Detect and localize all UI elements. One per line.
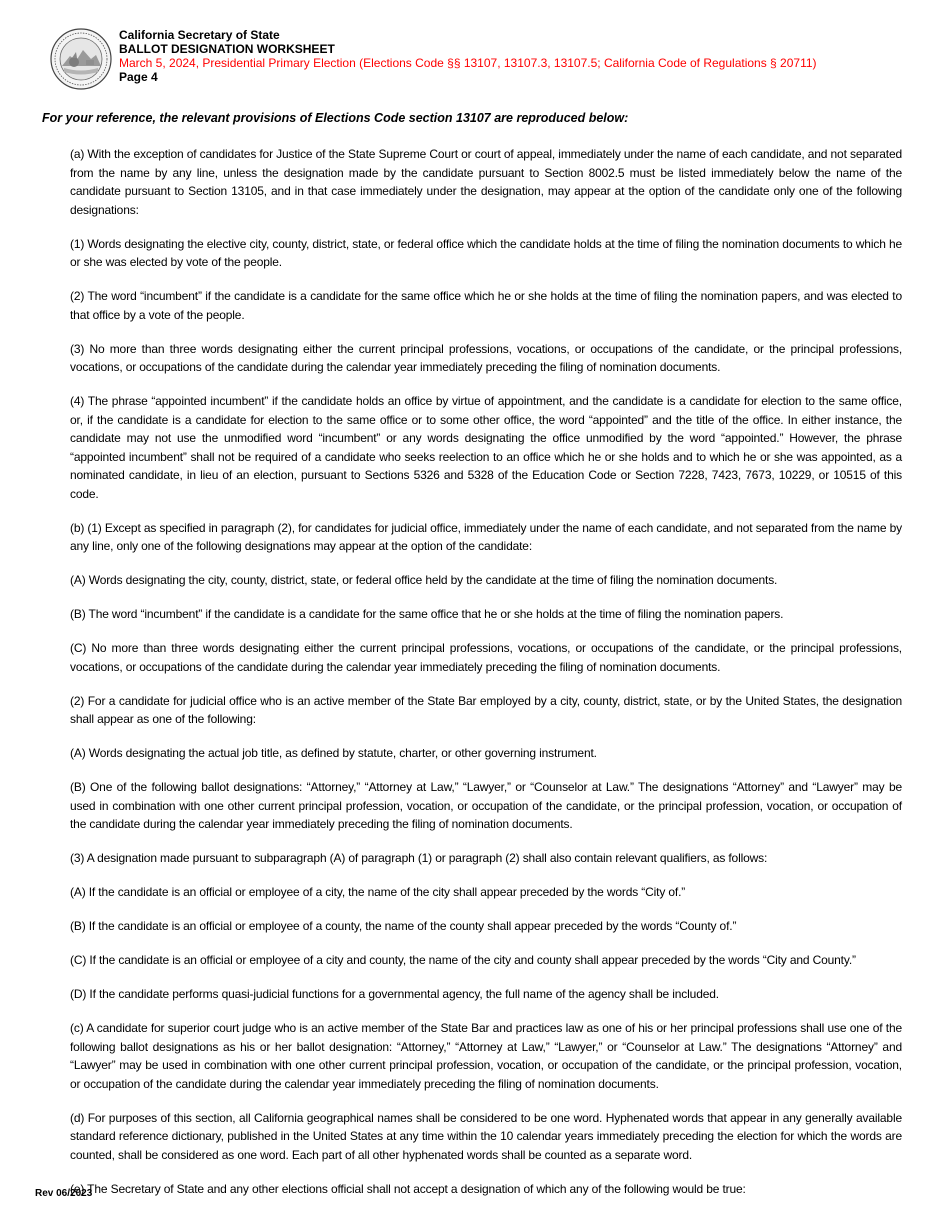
paragraph-b-1-B: (B) The word “incumbent” if the candidate is a candidate for the same office that he or she holds at the time of filing the nomination papers. <box>70 607 784 621</box>
document-header <box>119 28 817 84</box>
statute-text <box>70 145 902 1214</box>
paragraph-b-3-C: (C) If the candidate is an official or employee of a city and county, the name of the city and county shall appear preceded by the words “City and County.” <box>70 953 856 967</box>
page-number: Page 4 <box>119 70 158 84</box>
paragraph-b-1: (b) (1) Except as specified in paragraph (2), for candidates for judicial office, immediately under the name of each candidate, and not separated from the name by any line, only one of the following designations may appear at the option of the candidate: <box>70 520 902 553</box>
paragraph-b-2: (2) For a candidate for judicial office who is an active member of the State Bar employed by a city, county, district, state, or by the United States, the designation shall appear as one of the following: <box>70 693 902 726</box>
paragraph-a: (a) With the exception of candidates for Justice of the State Supreme Court or court of appeal, immediately under the name of each candidate, and not separated from the name by any line, unless the designation made by the candidate pursuant to Section 8002.5 must be listed immediately below the name of the candidate pursuant to Section 13105, and in that case immediately under the designation, may appear at the option of the candidate only one of the following designations: <box>70 147 902 217</box>
paragraph-b-1-C: (C) No more than three words designating either the current principal professions, vocations, or occupations of the candidate, or the principal professions, vocations, or occupations of the candidate during the calendar year immediately preceding the filing of nomination documents. <box>70 641 902 674</box>
worksheet-title: BALLOT DESIGNATION WORKSHEET <box>119 42 335 56</box>
paragraph-b-3-B: (B) If the candidate is an official or employee of a county, the name of the county shall appear preceded by the words “County of.” <box>70 919 737 933</box>
election-citation: March 5, 2024, Presidential Primary Election (Elections Code §§ 13107, 13107.3, 13107.5; California Code of Regulations § 20711) <box>119 56 817 70</box>
paragraph-b-2-A: (A) Words designating the actual job title, as defined by statute, charter, or other governing instrument. <box>70 746 597 760</box>
paragraph-a-1: (1) Words designating the elective city, county, district, state, or federal office which the candidate holds at the time of filing the nomination documents to which he or she was elected by vote of the people. <box>70 236 902 269</box>
agency-name: California Secretary of State <box>119 28 280 42</box>
intro-statement: For your reference, the relevant provisions of Elections Code section 13107 are reproduced below: <box>42 111 629 125</box>
paragraph-b-3: (3) A designation made pursuant to subparagraph (A) of paragraph (1) or paragraph (2) shall also contain relevant qualifiers, as follows: <box>70 851 768 865</box>
paragraph-b-2-B: (B) One of the following ballot designations: “Attorney,” “Attorney at Law,” “Lawyer,” or “Counselor at Law.” The designations “Attorney” and “Lawyer” may be used in combination with one other current principal profession, vocation, or occupation of the candidate, or the principal profession, vocation, or occupation of the candidate during the calendar year immediately preceding the filing of nomination documents. <box>70 780 902 831</box>
paragraph-e: (e) The Secretary of State and any other elections official shall not accept a designation of which any of the following would be true: <box>70 1181 746 1196</box>
paragraph-d: (d) For purposes of this section, all California geographical names shall be considered to be one word. Hyphenated words that appear in any generally available standard reference dictionary, published in the United States at any time within the 10 calendar years immediately preceding the election for which the words are counted, shall be considered as one word. Each part of all other hyphenated words shall be counted as a separate word. <box>70 1110 902 1162</box>
paragraph-b-1-A: (A) Words designating the city, county, district, state, or federal office held by the candidate at the time of filing the nomination documents. <box>70 573 778 587</box>
paragraph-a-2: (2) The word “incumbent” if the candidate is a candidate for the same office which he or she holds at the time of filing the nomination papers, and was elected to that office by a vote of the people. <box>70 289 902 322</box>
revision-date: Rev 06/2023 <box>35 1188 93 1199</box>
paragraph-a-4: (4) The phrase “appointed incumbent” if the candidate holds an office by virtue of appointment, and the candidate is a candidate for election to the same office, or, if the candidate is a candidate for election to the same office or to some other office, the word “appointed” and the title of the office. In either instance, the candidate may not use the unmodified word “incumbent” or any words designating the office unmodified by the word “appointed.” However, the phrase “appointed incumbent” shall not be required of a candidate who seeks reelection to an office which he or she holds and to which he or she was appointed, as a nominated candidate, in lieu of an election, pursuant to Sections 5326 and 5328 of the Education Code or Section 7228, 7423, 7673, 10229, or 10515 of this code. <box>70 394 902 501</box>
paragraph-c: (c) A candidate for superior court judge who is an active member of the State Bar and practices law as one of his or her principal professions shall use one of the following ballot designations as his or her ballot designation: “Attorney,” “Attorney at Law,” “Lawyer,” or “Counselor at Law.” The designations “Attorney” and “Lawyer” may be used in combination with one other current principal profession, vocation, or occupation of the candidate, or the principal profession, vocation, or occupation of the candidate during the calendar year immediately preceding the filing of nomination documents. <box>70 1021 902 1091</box>
state-seal-icon <box>50 28 112 90</box>
paragraph-b-3-D: (D) If the candidate performs quasi-judicial functions for a governmental agency, the full name of the agency shall be included. <box>70 987 719 1001</box>
paragraph-a-3: (3) No more than three words designating either the current principal professions, vocations, or occupations of the candidate, or the principal professions, vocations, or occupations of the candidate during the calendar year immediately preceding the filing of nomination documents. <box>70 341 902 374</box>
paragraph-b-3-A: (A) If the candidate is an official or employee of a city, the name of the city shall appear preceded by the words “City of.” <box>70 885 686 899</box>
